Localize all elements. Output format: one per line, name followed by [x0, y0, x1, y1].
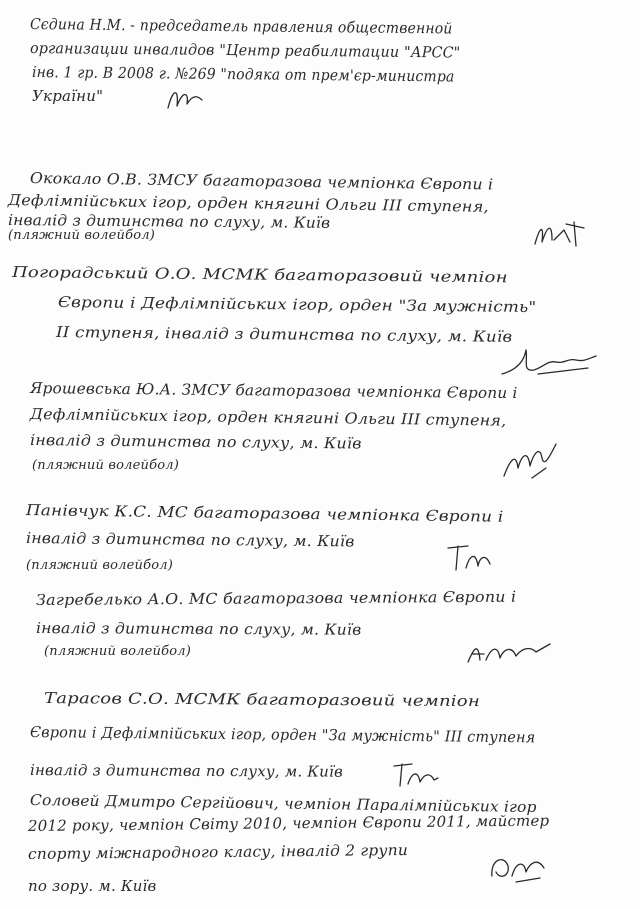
entry-line: по зору. м. Київ [28, 877, 157, 895]
entry-line: Погорадський О.О. МСМК багаторазовий чемпіон [11, 263, 508, 287]
signature-image [390, 760, 440, 790]
entry-line: інвалід з дитинства по слуху, м. Київ [29, 431, 362, 453]
entry-line: (пляжний волейбол) [8, 228, 155, 243]
entry-line: (пляжний волейбол) [44, 644, 191, 659]
entry-line: (пляжний волейбол) [26, 558, 173, 573]
entry-line: інвалід з дитинства по слуху, м. Київ [29, 761, 343, 781]
entry-line: Дефлімпійських ігор, орден княгині Ольги III ступеня, [29, 405, 507, 430]
entry-line: Європи і Дефлімпійських ігор, орден "За мужність" [57, 293, 537, 317]
signature-image [498, 340, 598, 380]
entry-line: Ококало О.В. ЗМСУ багаторазова чемпіонка Європи і [29, 169, 494, 194]
signature-image [500, 438, 560, 482]
signature-image [464, 634, 554, 668]
entry-line: інвалід з дитинства по слуху, м. Київ [7, 211, 331, 232]
entry-line: України" [32, 87, 104, 105]
entry-line: Тарасов С.О. МСМК багаторазовий чемпіон [43, 689, 481, 711]
entry-line: Сєдина Н.М. - председатель правления общественной [29, 15, 453, 38]
entry-line: Панівчук К.С. МС багаторазова чемпіонка Європи і [25, 501, 504, 526]
signature-image [532, 216, 588, 250]
signature-image [165, 84, 205, 114]
entry-line: Європи і Дефлімпійських ігор, орден "За мужність" III ступеня [29, 723, 536, 747]
entry-line: Соловей Дмитро Сергійович, чемпіон Паралімпійських ігор [29, 791, 537, 817]
entry-line: Загребелько А.О. МС багаторазова чемпіонка Європи і [35, 587, 517, 609]
entry-line: спорту міжнародного класу, інвалід 2 групи [27, 841, 409, 863]
entry-line: (пляжний волейбол) [32, 458, 179, 473]
signature-image [444, 540, 494, 574]
entry-line: организации инвалидов "Центр реабилитации "АРСС" [29, 39, 461, 62]
entry-line: інвалід з дитинства по слуху, м. Київ [35, 619, 362, 639]
entry-line: Ярошевська Ю.А. ЗМСУ багаторазова чемпіонка Європи і [29, 379, 518, 403]
entry-line: 2012 року, чемпіон Світу 2010, чемпіон Європи 2011, майстер [27, 811, 550, 835]
entry-line: інв. 1 гр. В 2008 г. №269 "подяка от прем'єр-министра [31, 63, 455, 86]
entry-line: Дефлімпійських ігор, орден княгині Ольги III ступеня, [7, 191, 489, 216]
entry-line: II ступеня, інвалід з дитинства по слуху, м. Київ [55, 323, 513, 346]
signature-image [486, 846, 550, 886]
entry-line: інвалід з дитинства по слуху, м. Київ [25, 529, 355, 551]
